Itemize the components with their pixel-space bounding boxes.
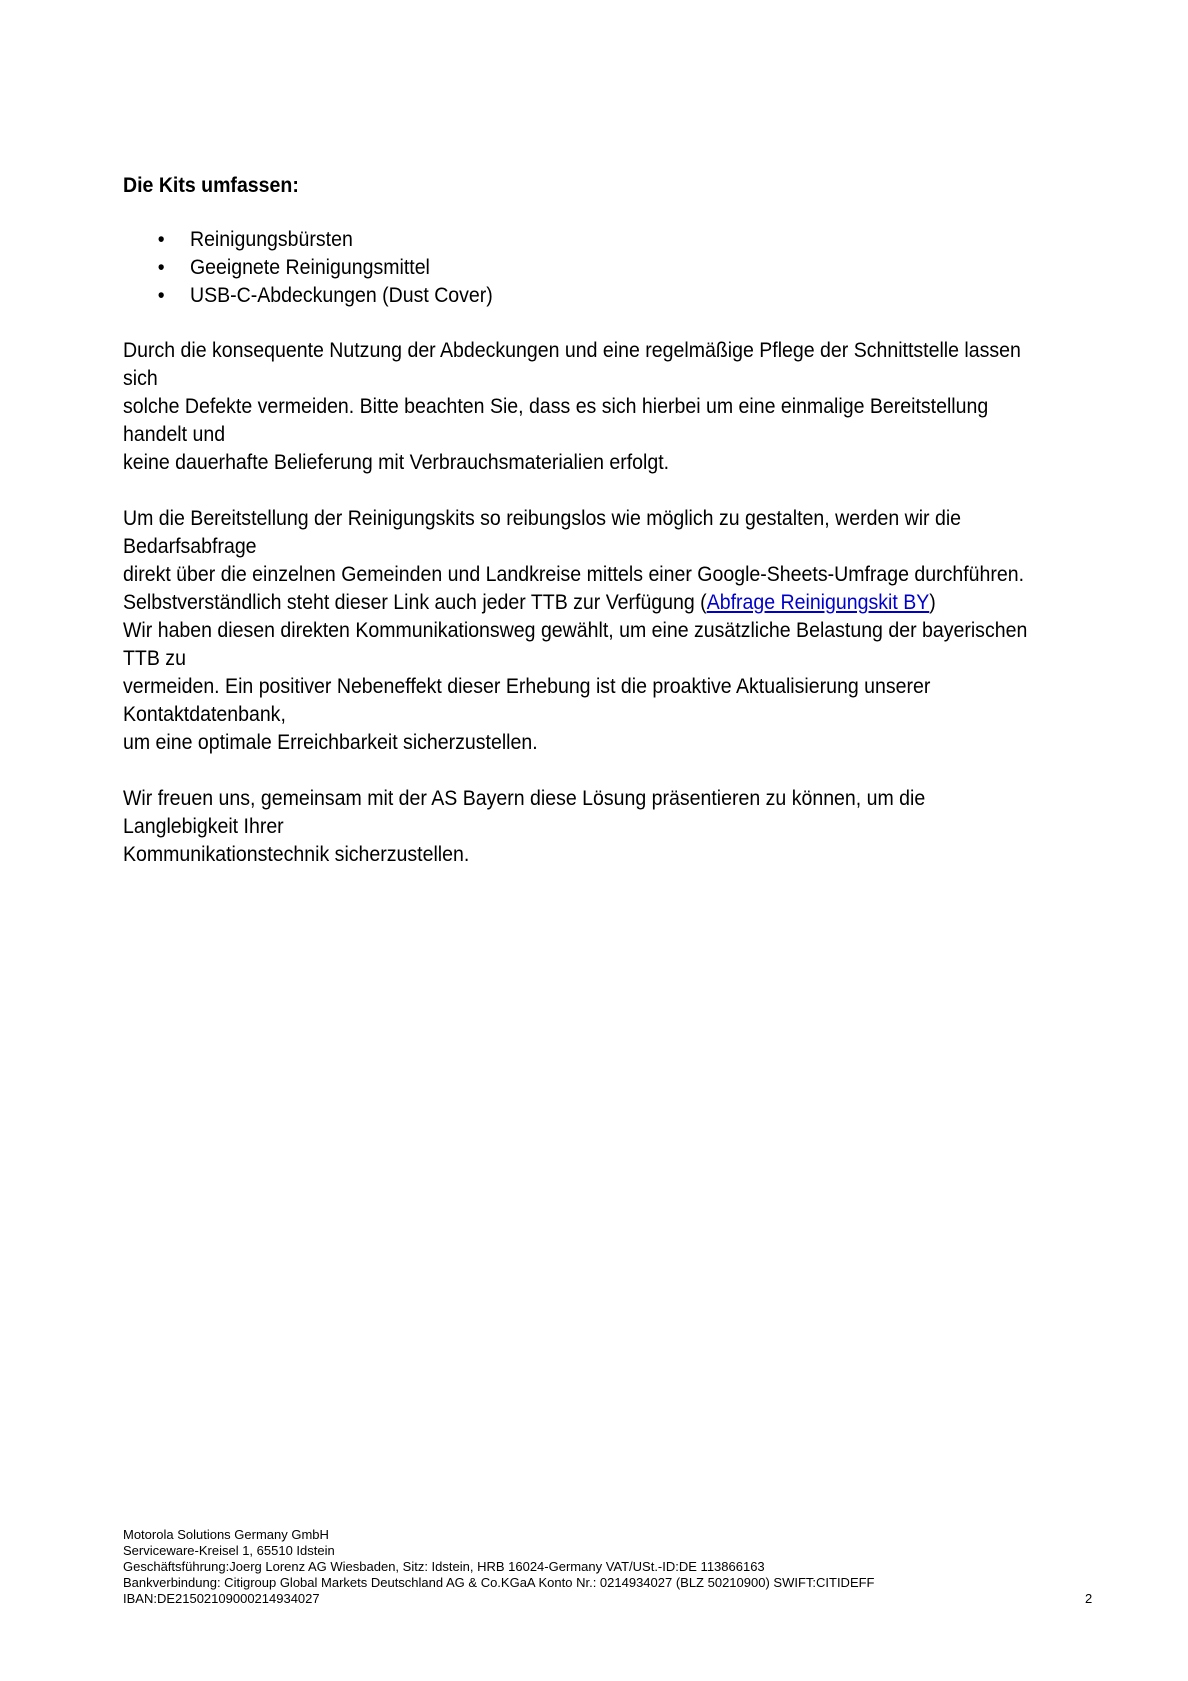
paragraph-closing bbox=[123, 785, 1044, 869]
bullet-icon: • bbox=[157, 284, 165, 307]
text-line: Um die Bereitstellung der Reinigungskits so reibungslos wie möglich zu gestalten, werden wir die Bedarfsabfrage bbox=[123, 507, 962, 558]
footer-line: Serviceware-Kreisel 1, 65510 Idstein bbox=[123, 1543, 335, 1558]
footer-line: Geschäftsführung:Joerg Lorenz AG Wiesbaden, Sitz: Idstein, HRB 16024-Germany VAT/USt.-ID:DE 113866163 bbox=[123, 1559, 765, 1574]
text-line: Wir freuen uns, gemeinsam mit der AS Bayern diese Lösung präsentieren zu können, um die Langlebigkeit Ihrer bbox=[123, 787, 926, 838]
bullet-icon: • bbox=[157, 228, 165, 251]
list-item bbox=[123, 226, 1044, 254]
footer-line: Motorola Solutions Germany GmbH bbox=[123, 1527, 329, 1542]
section-heading: Die Kits umfassen: bbox=[123, 174, 299, 197]
text-line: vermeiden. Ein positiver Nebeneffekt dieser Erhebung ist die proaktive Aktualisierung unserer Kontaktdatenbank, bbox=[123, 675, 931, 726]
bullet-icon: • bbox=[157, 256, 165, 279]
text-line: ) bbox=[929, 591, 936, 614]
page-number: 2 bbox=[1085, 1591, 1093, 1606]
text-line: Wir haben diesen direkten Kommunikationsweg gewählt, um eine zusätzliche Belastung der bayerischen TTB zu bbox=[123, 619, 1028, 670]
text-line: keine dauerhafte Belieferung mit Verbrauchsmaterialien erfolgt. bbox=[123, 451, 670, 474]
text-line: Kommunikationstechnik sicherzustellen. bbox=[123, 843, 470, 866]
list-item bbox=[123, 254, 1044, 282]
paragraph-survey-info bbox=[123, 505, 1044, 757]
kit-contents-list bbox=[123, 226, 1044, 310]
text-line: Selbstverständlich steht dieser Link auch jeder TTB zur Verfügung ( bbox=[123, 591, 707, 614]
document-body bbox=[123, 172, 1044, 897]
list-item-text: Geeignete Reinigungsmittel bbox=[189, 256, 430, 279]
survey-link[interactable]: Abfrage Reinigungskit BY bbox=[706, 591, 930, 614]
footer-line: IBAN:DE21502109000214934027 bbox=[123, 1591, 320, 1606]
list-item-text: Reinigungsbürsten bbox=[189, 228, 353, 251]
paragraph-care-notice bbox=[123, 337, 1044, 477]
list-item bbox=[123, 282, 1044, 310]
footer-line: Bankverbindung: Citigroup Global Markets Deutschland AG & Co.KGaA Konto Nr.: 0214934027 (BLZ 50210900) SWIFT:CITIDEFF bbox=[123, 1575, 875, 1590]
text-line: um eine optimale Erreichbarkeit sicherzustellen. bbox=[123, 731, 538, 754]
text-line: solche Defekte vermeiden. Bitte beachten Sie, dass es sich hierbei um eine einmalige Bereitstellung handelt und bbox=[123, 395, 989, 446]
list-item-text: USB-C-Abdeckungen (Dust Cover) bbox=[189, 284, 493, 307]
text-line: Durch die konsequente Nutzung der Abdeckungen und eine regelmäßige Pflege der Schnittstelle lassen sich bbox=[123, 339, 1021, 390]
company-footer bbox=[123, 1527, 1103, 1607]
text-line: direkt über die einzelnen Gemeinden und Landkreise mittels einer Google-Sheets-Umfrage durchführen. bbox=[123, 563, 1025, 586]
